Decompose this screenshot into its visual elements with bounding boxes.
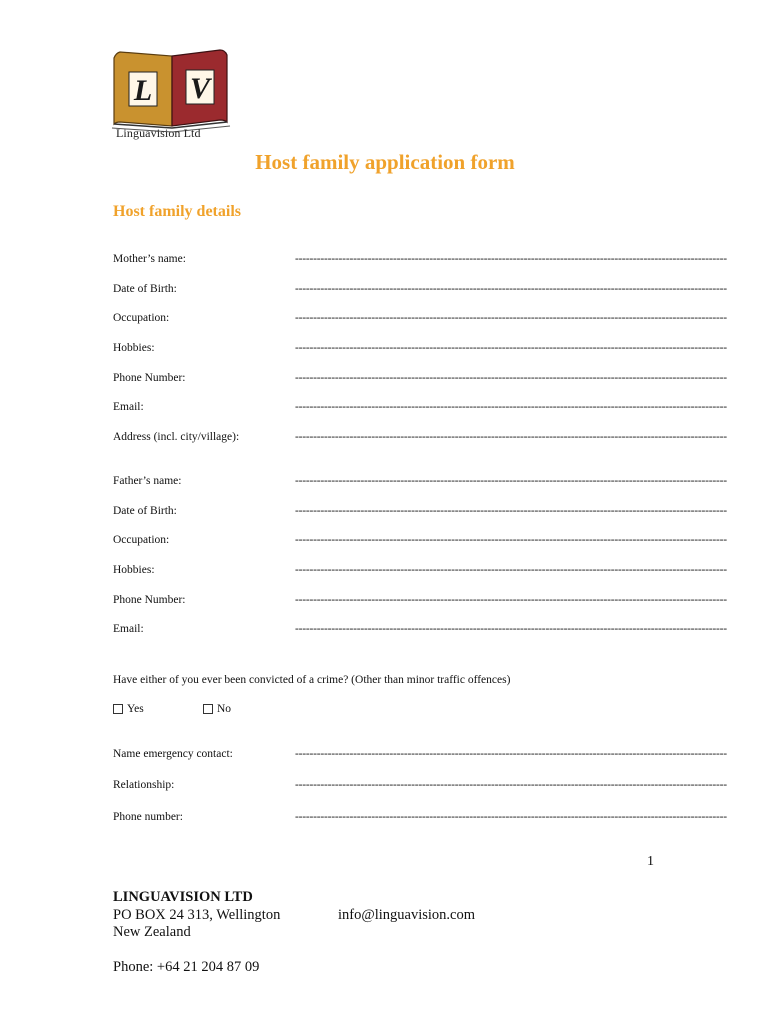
father-hobbies-field[interactable]: ----------------------------------------------------------------------------------------------------------------------- (295, 564, 727, 576)
address-row (113, 429, 727, 445)
mother-phone-row (113, 370, 727, 386)
mother-dob-row (113, 281, 727, 297)
emergency-name-row (113, 746, 727, 762)
field-label: Mother’s name: (113, 253, 186, 265)
no-checkbox[interactable] (203, 704, 213, 714)
field-label: Father’s name: (113, 475, 182, 487)
mother-hobbies-row (113, 340, 727, 356)
father-phone-field[interactable]: ----------------------------------------------------------------------------------------------------------------------- (295, 594, 727, 606)
yes-checkbox[interactable] (113, 704, 123, 714)
field-label: Occupation: (113, 534, 170, 546)
father-name-field[interactable]: ----------------------------------------------------------------------------------------------------------------------- (295, 475, 727, 487)
footer-address-line1: PO BOX 24 313, Wellington (113, 907, 281, 923)
father-email-row (113, 621, 727, 637)
yes-option[interactable] (113, 701, 144, 717)
father-phone-row (113, 592, 727, 608)
mother-name-row (113, 251, 727, 267)
field-label: Hobbies: (113, 342, 155, 354)
mother-occupation-row (113, 310, 727, 326)
emergency-name-field[interactable]: ----------------------------------------------------------------------------------------------------------------------- (295, 748, 727, 760)
father-occupation-row (113, 532, 727, 548)
footer-phone: Phone: +64 21 204 87 09 (113, 959, 260, 975)
field-label: Name emergency contact: (113, 748, 233, 760)
form-title: Host family application form (255, 150, 515, 174)
field-label: Phone number: (113, 811, 183, 823)
field-label: Relationship: (113, 779, 175, 791)
mother-email-row (113, 399, 727, 415)
father-dob-row (113, 503, 727, 519)
mother-occupation-field[interactable]: ----------------------------------------------------------------------------------------------------------------------- (295, 312, 727, 324)
field-label: Date of Birth: (113, 283, 177, 295)
father-hobbies-row (113, 562, 727, 578)
footer-address-line2: New Zealand (113, 924, 191, 940)
field-label: Phone Number: (113, 372, 186, 384)
field-label: Date of Birth: (113, 505, 177, 517)
footer-email[interactable]: info@linguavision.com (338, 907, 475, 923)
relationship-field[interactable]: ----------------------------------------------------------------------------------------------------------------------- (295, 779, 727, 791)
relationship-row (113, 777, 727, 793)
father-dob-field[interactable]: ----------------------------------------------------------------------------------------------------------------------- (295, 505, 727, 517)
crime-question: Have either of you ever been convicted of a crime? (Other than minor traffic offences) (113, 674, 511, 686)
emergency-phone-field[interactable]: ----------------------------------------------------------------------------------------------------------------------- (295, 811, 727, 823)
logo-letter-v: V (189, 72, 211, 105)
father-email-field[interactable]: ----------------------------------------------------------------------------------------------------------------------- (295, 623, 727, 635)
no-label: No (217, 703, 232, 715)
section-heading: Host family details (113, 203, 241, 220)
logo-caption: Linguavision Ltd (116, 126, 201, 140)
mother-dob-field[interactable]: ----------------------------------------------------------------------------------------------------------------------- (295, 283, 727, 295)
field-label: Address (incl. city/village): (113, 431, 240, 443)
footer-company: LINGUAVISION LTD (113, 889, 253, 905)
mother-phone-field[interactable]: ----------------------------------------------------------------------------------------------------------------------- (295, 372, 727, 384)
field-label: Phone Number: (113, 594, 186, 606)
field-label: Occupation: (113, 312, 170, 324)
father-name-row (113, 473, 727, 489)
page-number: 1 (647, 854, 654, 869)
mother-name-field[interactable]: ----------------------------------------------------------------------------------------------------------------------- (295, 253, 727, 265)
logo-letter-l: L (133, 74, 153, 107)
address-field[interactable]: ----------------------------------------------------------------------------------------------------------------------- (295, 431, 727, 443)
yes-label: Yes (127, 703, 144, 715)
mother-hobbies-field[interactable]: ----------------------------------------------------------------------------------------------------------------------- (295, 342, 727, 354)
field-label: Email: (113, 623, 144, 635)
emergency-phone-row (113, 809, 727, 825)
mother-email-field[interactable]: ----------------------------------------------------------------------------------------------------------------------- (295, 401, 727, 413)
field-label: Email: (113, 401, 144, 413)
field-label: Hobbies: (113, 564, 155, 576)
no-option[interactable] (203, 701, 231, 717)
father-occupation-field[interactable]: ----------------------------------------------------------------------------------------------------------------------- (295, 534, 727, 546)
